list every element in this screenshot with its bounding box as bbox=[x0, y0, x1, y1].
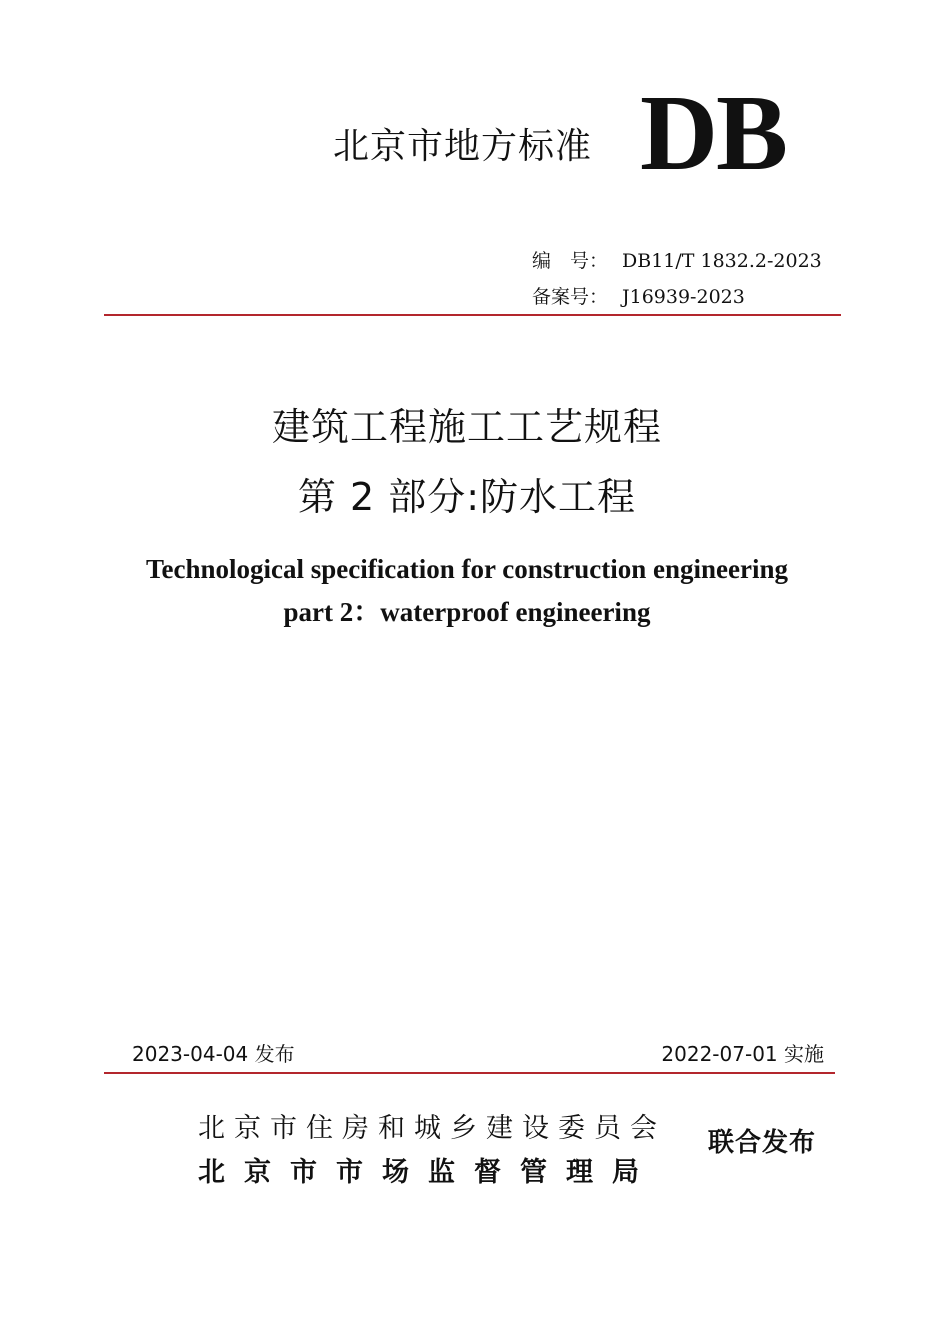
bottom-divider bbox=[104, 1072, 835, 1074]
standard-number-value: DB11/T 1832.2-2023 bbox=[622, 250, 822, 272]
standard-number-label: 编 号： bbox=[532, 250, 609, 272]
issuer-housing-commission: 北京市住房和城乡建设委员会 bbox=[198, 1113, 666, 1144]
record-number-line bbox=[532, 282, 745, 309]
title-english-line2: part 2：waterproof engineering bbox=[283, 597, 651, 627]
title-chinese-line2: 第 2 部分:防水工程 bbox=[297, 475, 637, 519]
standard-type-label: 北京市地方标准 bbox=[333, 126, 593, 167]
title-chinese-line1: 建筑工程施工工艺规程 bbox=[271, 405, 662, 449]
record-number-label: 备案号： bbox=[532, 286, 609, 308]
title-english-line1: Technological specification for construction engineering bbox=[146, 554, 788, 584]
db-logo-mark: DB bbox=[640, 74, 787, 193]
top-divider bbox=[104, 314, 841, 316]
joint-release-label: 联合发布 bbox=[708, 1128, 817, 1158]
record-number-value: J16939-2023 bbox=[622, 286, 745, 308]
implementation-date: 2022-07-01 实施 bbox=[661, 1042, 824, 1066]
issuer-market-regulation: 北京市市场监督管理局 bbox=[198, 1157, 658, 1188]
standard-number-line bbox=[532, 246, 822, 273]
publish-date: 2023-04-04 发布 bbox=[132, 1042, 295, 1066]
